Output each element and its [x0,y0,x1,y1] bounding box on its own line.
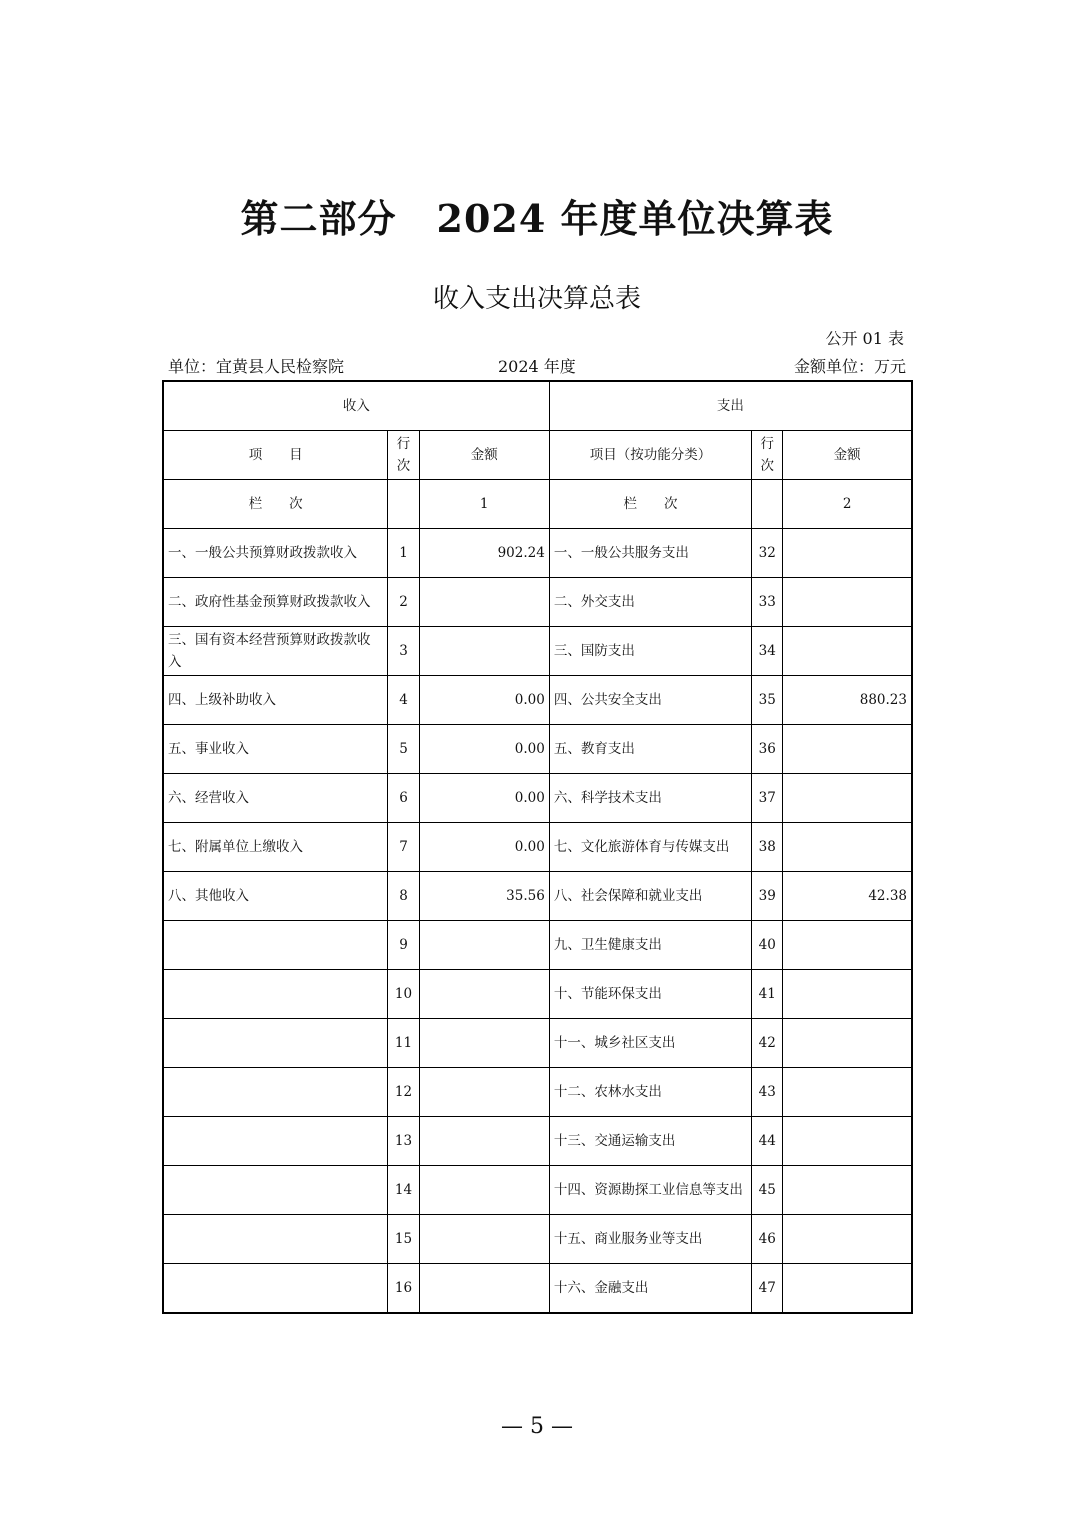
income-amount: 902.24 [419,529,549,578]
table-meta [168,354,906,376]
income-row-number: 12 [388,1068,419,1117]
income-amount: 0.00 [419,725,549,774]
income-amount [419,1068,549,1117]
expense-row-number: 39 [752,872,783,921]
income-row-number: 15 [388,1215,419,1264]
income-amount: 0.00 [419,823,549,872]
income-amount [419,578,549,627]
expense-item-header: 项目（按功能分类） [549,431,751,480]
income-amount [419,1117,549,1166]
income-item-header: 项 目 [163,431,388,480]
expense-amount [783,578,912,627]
unit-label: 单位：宜黄县人民检察院 [168,357,345,376]
income-amount [419,627,549,676]
income-item: 二、政府性基金预算财政拨款收入 [163,578,388,627]
income-row-number: 3 [388,627,419,676]
table-row [163,1264,912,1314]
income-amount [419,921,549,970]
table-row [163,578,912,627]
expense-amount [783,774,912,823]
table-row [163,1068,912,1117]
income-amount: 0.00 [419,774,549,823]
expense-item: 十四、资源勘探工业信息等支出 [549,1166,751,1215]
income-amount [419,970,549,1019]
expense-amount: 42.38 [783,872,912,921]
expense-item: 八、社会保障和就业支出 [549,872,751,921]
expense-item: 七、文化旅游体育与传媒支出 [549,823,751,872]
expense-amount [783,1264,912,1314]
expense-amount [783,1166,912,1215]
income-item [163,1264,388,1314]
expense-amount [783,1019,912,1068]
expense-item: 三、国防支出 [549,627,751,676]
expense-row-number: 44 [752,1117,783,1166]
income-expense-table [162,380,913,1314]
expense-row-number: 40 [752,921,783,970]
group-header-row [163,381,912,431]
table-row [163,627,912,676]
expense-item: 十三、交通运输支出 [549,1117,751,1166]
expense-column-index-blank [752,480,783,529]
table-row [163,872,912,921]
table-number: 公开 01 表 [825,329,904,348]
income-item: 一、一般公共预算财政拨款收入 [163,529,388,578]
income-item: 六、经营收入 [163,774,388,823]
expense-row-number: 35 [752,676,783,725]
expense-item: 十一、城乡社区支出 [549,1019,751,1068]
income-amount [419,1166,549,1215]
expense-item: 十五、商业服务业等支出 [549,1215,751,1264]
expense-row-number: 45 [752,1166,783,1215]
column-index-row [163,480,912,529]
expense-row-number: 42 [752,1019,783,1068]
income-row-number: 4 [388,676,419,725]
income-row-number: 11 [388,1019,419,1068]
income-item [163,1117,388,1166]
income-column-index-blank [388,480,419,529]
expense-item: 十、节能环保支出 [549,970,751,1019]
table-row [163,921,912,970]
table-row [163,1019,912,1068]
income-item: 五、事业收入 [163,725,388,774]
expense-row-number: 46 [752,1215,783,1264]
income-item: 四、上级补助收入 [163,676,388,725]
income-row-no-header: 行 次 [388,431,419,480]
table-row [163,823,912,872]
expense-row-number: 47 [752,1264,783,1314]
expense-row-number: 38 [752,823,783,872]
income-row-number: 9 [388,921,419,970]
expense-item: 二、外交支出 [549,578,751,627]
expense-row-number: 32 [752,529,783,578]
income-row-number: 7 [388,823,419,872]
title-part: 第二部分 [240,196,397,241]
income-item [163,1068,388,1117]
expense-row-number: 41 [752,970,783,1019]
income-item [163,1215,388,1264]
income-item [163,970,388,1019]
income-row-number: 5 [388,725,419,774]
expense-amount-header: 金额 [783,431,912,480]
income-amount: 35.56 [419,872,549,921]
income-item: 八、其他收入 [163,872,388,921]
income-amount: 0.00 [419,676,549,725]
income-row-number: 13 [388,1117,419,1166]
table-row [163,725,912,774]
expense-row-number: 34 [752,627,783,676]
expense-item: 十六、金融支出 [549,1264,751,1314]
expense-amount [783,921,912,970]
income-item [163,921,388,970]
income-row-number: 1 [388,529,419,578]
income-item [163,1019,388,1068]
expense-row-no-header: 行 次 [752,431,783,480]
income-amount [419,1019,549,1068]
expense-amount [783,1117,912,1166]
income-row-number: 14 [388,1166,419,1215]
expense-row-number: 43 [752,1068,783,1117]
expense-row-number: 33 [752,578,783,627]
expense-item: 六、科学技术支出 [549,774,751,823]
expense-amount: 880.23 [783,676,912,725]
table-row [163,1117,912,1166]
title-main: 2024 年度单位决算表 [436,196,834,241]
document-title [0,188,1074,243]
table-row [163,676,912,725]
expense-amount [783,823,912,872]
expense-group-header: 支出 [549,381,912,431]
expense-column-index-label: 栏 次 [549,480,751,529]
column-header-row [163,431,912,480]
table-row [163,529,912,578]
income-item: 三、国有资本经营预算财政拨款收入 [163,627,388,676]
currency-label: 金额单位：万元 [793,357,906,376]
table-row [163,970,912,1019]
income-amount [419,1264,549,1314]
income-column-index: 1 [419,480,549,529]
expense-amount [783,627,912,676]
expense-item: 九、卫生健康支出 [549,921,751,970]
table-subtitle: 收入支出决算总表 [432,284,641,314]
expense-item: 四、公共安全支出 [549,676,751,725]
expense-amount [783,529,912,578]
income-row-number: 10 [388,970,419,1019]
table-row [163,774,912,823]
expense-item: 一、一般公共服务支出 [549,529,751,578]
expense-item: 五、教育支出 [549,725,751,774]
expense-row-number: 37 [752,774,783,823]
expense-column-index: 2 [783,480,912,529]
income-group-header: 收入 [163,381,549,431]
income-row-number: 2 [388,578,419,627]
income-row-number: 6 [388,774,419,823]
income-item: 七、附属单位上缴收入 [163,823,388,872]
income-item [163,1166,388,1215]
table-row [163,1215,912,1264]
income-amount [419,1215,549,1264]
year-label: 2024 年度 [498,357,576,376]
income-column-index-label: 栏 次 [163,480,388,529]
expense-row-number: 36 [752,725,783,774]
income-row-number: 8 [388,872,419,921]
expense-amount [783,725,912,774]
page-number: — 5 — [501,1414,573,1439]
income-row-number: 16 [388,1264,419,1314]
expense-item: 十二、农林水支出 [549,1068,751,1117]
expense-amount [783,970,912,1019]
expense-amount [783,1215,912,1264]
income-amount-header: 金额 [419,431,549,480]
table-row [163,1166,912,1215]
expense-amount [783,1068,912,1117]
